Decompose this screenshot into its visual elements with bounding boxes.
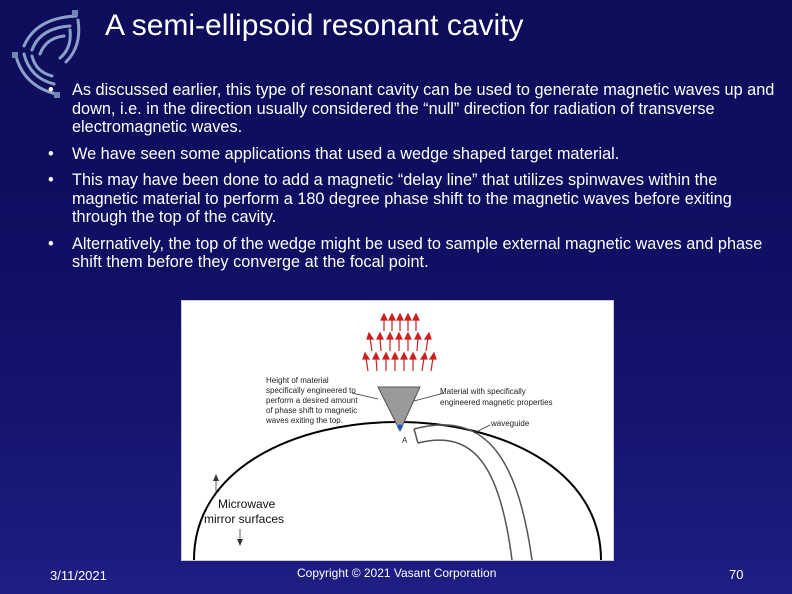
bullet-item (48, 81, 778, 137)
height-label: perform a desired amount (266, 396, 358, 405)
waveguide-label: waveguide (491, 419, 530, 428)
cavity-diagram-svg (182, 301, 613, 560)
material-label: Material with specifically (440, 387, 526, 396)
dome-outline (194, 422, 601, 560)
slide-title: A semi-ellipsoid resonant cavity (105, 9, 524, 42)
height-label: of phase shift to magnetic (266, 406, 358, 415)
material-label: engineered magnetic properties (440, 398, 553, 407)
bullet-text: This may have been done to add a magnetic “delay line” that utilizes spinwaves within the magnetic material to perform a 180 degree phase shift to the magnetic waves before exiting through the top of the cavity. (72, 171, 732, 226)
cavity-diagram (181, 300, 614, 561)
bullet-marker: • (48, 81, 54, 99)
footer-copyright: Copyright © 2021 Vasant Corporation (297, 566, 497, 580)
focal-point-label: A (402, 436, 408, 445)
bullet-marker: • (48, 144, 54, 163)
bullet-list (48, 81, 778, 280)
footer-date: 3/11/2021 (50, 568, 107, 583)
footer-page-number: 70 (729, 567, 744, 582)
bullet-item (48, 235, 778, 272)
magnetic-wave-arrows (363, 314, 436, 371)
focal-point-marker (398, 425, 403, 430)
bullet-text: We have seen some applications that used a wedge shaped target material. (72, 144, 620, 163)
bullet-text: Alternatively, the top of the wedge might be used to sample external magnetic waves and phase shift them before they converge at the focal point. (72, 234, 763, 271)
mirror-label: mirror surfaces (204, 512, 285, 526)
bullet-item (48, 171, 778, 227)
height-label: specifically engineered to (266, 386, 356, 395)
bullet-item (48, 145, 778, 164)
bullet-marker: • (48, 171, 54, 189)
mirror-label: Microwave (218, 497, 276, 511)
bullet-text: As discussed earlier, this type of resonant cavity can be used to generate magnetic waves up and down, i.e. in the direction usually considered the “null” direction for radiation of transverse electromagnetic waves. (72, 81, 775, 136)
height-label: Height of material (266, 376, 329, 385)
height-label: waves exiting the top. (266, 416, 343, 425)
wedge-material (378, 387, 420, 431)
bullet-marker: • (48, 234, 54, 253)
